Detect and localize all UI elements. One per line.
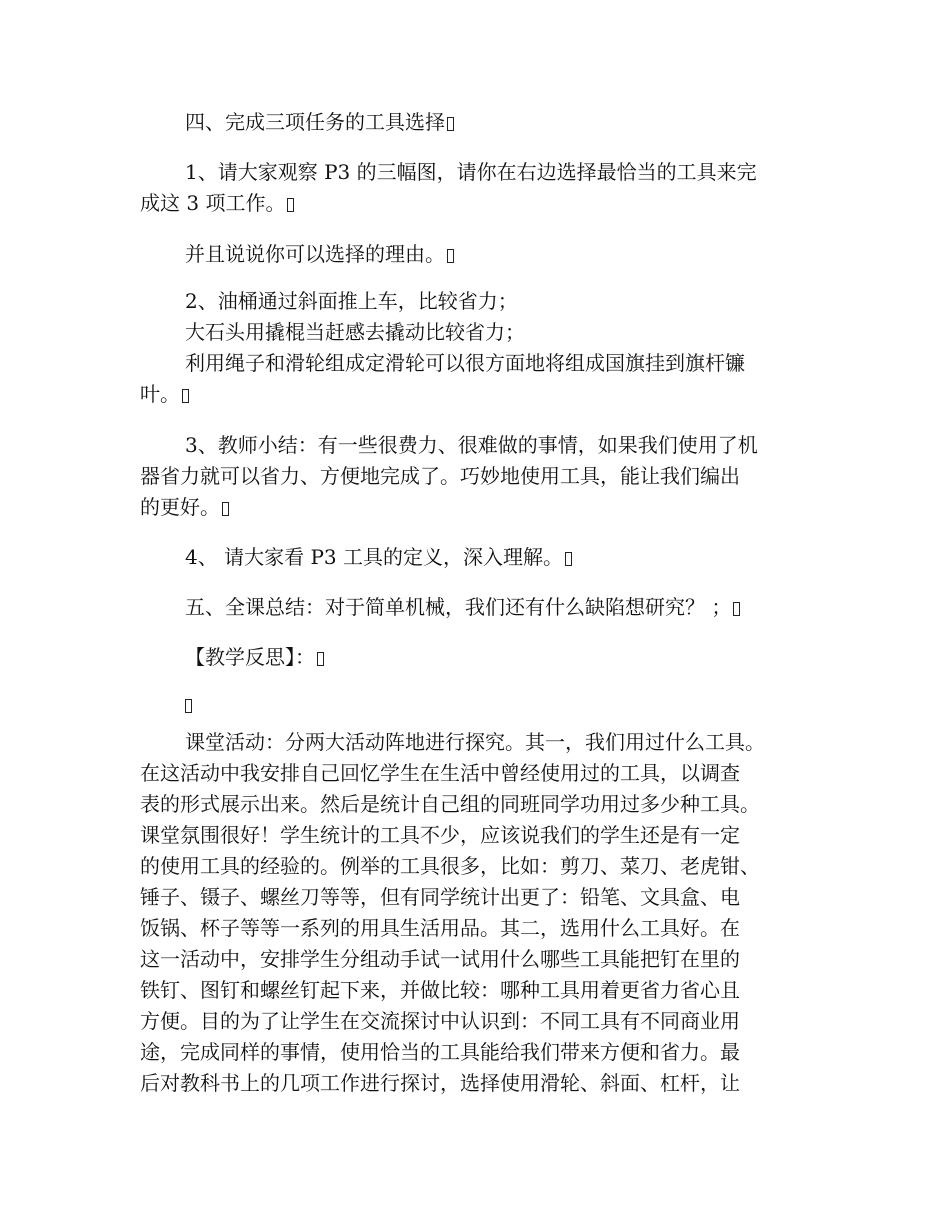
- line-text: 利用绳子和滑轮组成定滑轮可以很方面地将组成国旗挂到旗杆镰: [185, 351, 745, 375]
- paragraph-line: [140, 380, 189, 408]
- missing-glyph-icon: [733, 602, 740, 616]
- line-text: 并且说说你可以选择的理由。: [185, 242, 445, 266]
- heading-teaching-reflection: [185, 643, 324, 671]
- paragraph-line: [140, 1069, 740, 1097]
- line-text: 成这 3 项工作。: [140, 191, 286, 215]
- line-text: 课堂氛围很好！学生统计的工具不少，应该说我们的学生还是有一定: [140, 823, 740, 847]
- paragraph-line: [185, 543, 572, 571]
- paragraph-line: [185, 158, 757, 186]
- missing-glyph-icon: [222, 502, 229, 516]
- line-text: 【教学反思】：: [185, 645, 315, 669]
- line-text: 大石头用撬棍当赶感去撬动比较省力；: [185, 320, 525, 344]
- paragraph-line: [185, 318, 525, 346]
- paragraph-line: [140, 1038, 740, 1066]
- paragraph-line: [185, 349, 745, 377]
- line-text: 课堂活动：分两大活动阵地进行探究。其一，我们用过什么工具。: [185, 730, 765, 754]
- paragraph-line: [140, 945, 740, 973]
- line-text: 表的形式展示出来。然后是统计自己组的同班同学功用过多少种工具。: [140, 792, 760, 816]
- line-text: 铁钉、图钉和螺丝钉起下来，并做比较：哪种工具用着更省力省心且: [140, 978, 740, 1002]
- paragraph-line: [185, 431, 758, 459]
- line-text: 饭锅、杯子等等一系列的用具生活用品。其二，选用什么工具好。在: [140, 916, 740, 940]
- missing-glyph-icon: [317, 652, 324, 666]
- paragraph-line: [140, 821, 740, 849]
- line-text: 后对教科书上的几项工作进行探讨，选择使用滑轮、斜面、杠杆，让: [140, 1071, 740, 1095]
- line-text: 五、全课总结：对于简单机械，我们还有什么缺陷想研究？ ；: [185, 595, 732, 619]
- heading-summary: [185, 593, 740, 621]
- paragraph-line: [140, 462, 740, 490]
- paragraph-line: [140, 852, 760, 880]
- missing-glyph-icon: [447, 249, 454, 263]
- line-text: 1、请大家观察 P3 的三幅图，请你在右边选择最恰当的工具来完: [185, 160, 757, 184]
- heading-tool-selection: [185, 108, 454, 136]
- paragraph-line: [185, 728, 765, 756]
- paragraph-line: [140, 1007, 740, 1035]
- paragraph-line: [140, 883, 740, 911]
- line-text: 这一活动中，安排学生分组动手试一试用什么哪些工具能把钉在里的: [140, 947, 740, 971]
- line-text: 的更好。: [140, 495, 220, 519]
- line-text: 2、油桶通过斜面推上车，比较省力；: [185, 289, 518, 313]
- line-text: 叶。: [140, 382, 180, 406]
- line-text: 3、教师小结：有一些很费力、很难做的事情，如果我们使用了机: [185, 433, 758, 457]
- paragraph-line: [140, 976, 740, 1004]
- paragraph-line: [140, 493, 229, 521]
- empty-paragraph: [183, 690, 192, 718]
- line-text: 在这活动中我安排自己回忆学生在生活中曾经使用过的工具，以调查: [140, 761, 740, 785]
- missing-glyph-icon: [287, 198, 294, 212]
- missing-glyph-icon: [565, 552, 572, 566]
- line-text: 方便。目的为了让学生在交流探讨中认识到：不同工具有不同商业用: [140, 1009, 740, 1033]
- paragraph-line: [140, 759, 740, 787]
- line-text: 的使用工具的经验的。例举的工具很多，比如：剪刀、菜刀、老虎钳、: [140, 854, 760, 878]
- missing-glyph-icon: [185, 699, 192, 713]
- line-text: 途，完成同样的事情，使用恰当的工具能给我们带来方便和省力。最: [140, 1040, 740, 1064]
- line-text: 器省力就可以省力、方便地完成了。巧妙地使用工具，能让我们编出: [140, 464, 740, 488]
- paragraph-line: [185, 240, 454, 268]
- missing-glyph-icon: [182, 389, 189, 403]
- paragraph-line: [140, 189, 294, 217]
- paragraph-line: [185, 287, 518, 315]
- paragraph-line: [140, 914, 740, 942]
- line-text: 四、完成三项任务的工具选择: [185, 110, 445, 134]
- line-text: 锤子、镊子、螺丝刀等等，但有同学统计出更了：铅笔、文具盒、电: [140, 885, 740, 909]
- missing-glyph-icon: [447, 117, 454, 131]
- paragraph-line: [140, 790, 760, 818]
- line-text: 4、 请大家看 P3 工具的定义，深入理解。: [185, 545, 563, 569]
